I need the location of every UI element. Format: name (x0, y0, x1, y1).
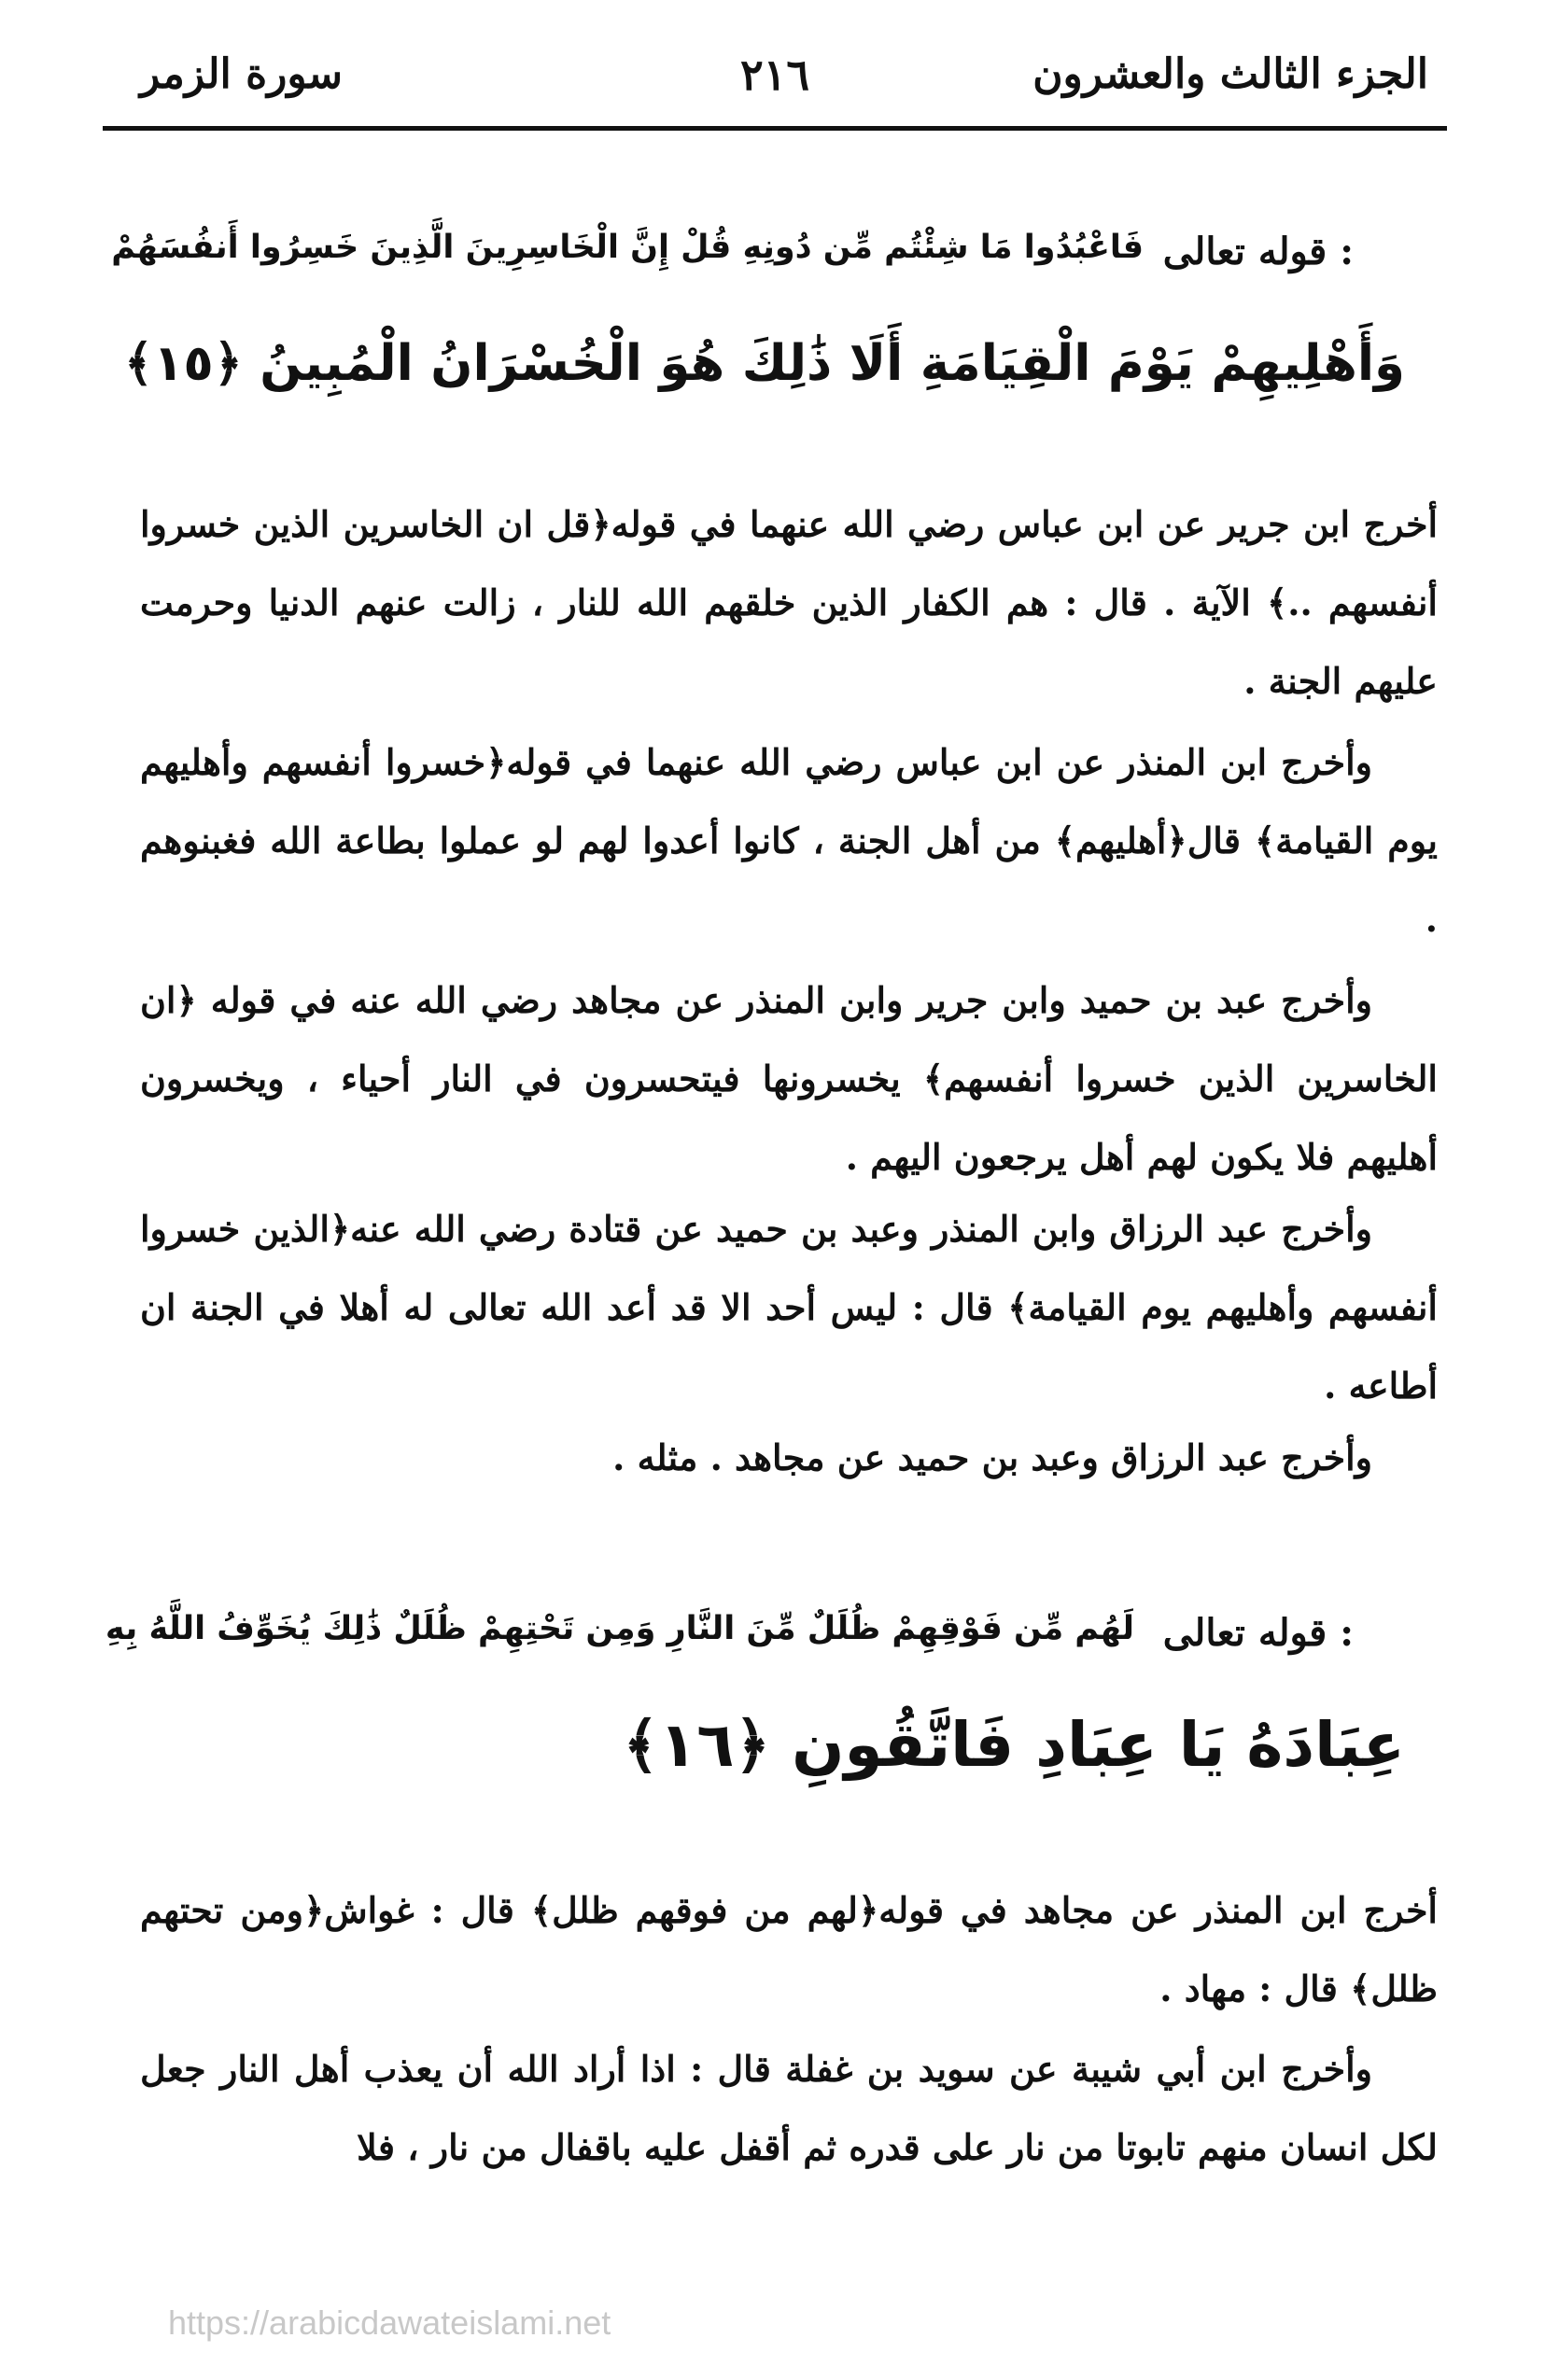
commentary-paragraph: وأخرج عبد بن حميد وابن جرير وابن المنذر عن مجاهد رضي الله عنه في قوله ﴿ان الخاسرين الذين خسروا أنفسهم﴾ يخسرونها فيتحسرون في النار أحياء ، ويخسرون أهليهم فلا يكون لهم أهل يرجعون اليهم . (140, 979, 1438, 1178)
commentary-paragraph: أخرج ابن المنذر عن مجاهد في قوله﴿لهم من فوقهم ظلل﴾ قال : غواش﴿ومن تحتهم ظلل﴾ قال : مهاد . (140, 1889, 1438, 2009)
commentary-paragraph: وأخرج عبد الرزاق وابن المنذر وعبد بن حميد عن قتادة رضي الله عنه﴿الذين خسروا أنفسهم وأهليهم يوم القيامة﴾ قال : ليس أحد الا قد أعد الله تعالى له أهلا في الجنة ان أطاعه . (140, 1208, 1438, 1407)
commentary-paragraph: أخرج ابن جرير عن ابن عباس رضي الله عنهما في قوله﴿قل ان الخاسرين الذين خسروا أنفسهم ..﴾ الآية . قال : هم الكفار الذين خلقهم الله للنار ، زالت عنهم الدنيا وحرمت عليهم الجنة . (140, 503, 1438, 702)
verse-line: لَهُم مِّن فَوْقِهِمْ ظُلَلٌ مِّنَ النَّارِ وَمِن تَحْتِهِمْ ظُلَلٌ ذَٰلِكَ يُخَوِّفُ اللَّهُ بِهِ (105, 1610, 1134, 1647)
part-title: الجزء الثالث والعشرون (1032, 50, 1428, 98)
page-header (103, 37, 1447, 131)
verse-line: وَأَهْلِيهِمْ يَوْمَ الْقِيَامَةِ أَلَا ذَٰلِكَ هُوَ الْخُسْرَانُ الْمُبِينُ ﴿١٥﴾ (124, 335, 1405, 392)
commentary-paragraph: وأخرج ابن المنذر عن ابن عباس رضي الله عنهما في قوله﴿خسروا أنفسهم وأهليهم يوم القيامة﴾ قال﴿أهليهم﴾ من أهل الجنة ، كانوا أعدوا لهم لو عملوا بطاعة الله فغبنوهم . (140, 741, 1438, 940)
verse-intro: قوله تعالى : (1162, 230, 1354, 273)
verse-line: فَاعْبُدُوا مَا شِئْتُم مِّن دُونِهِ قُلْ إِنَّ الْخَاسِرِينَ الَّذِينَ خَسِرُوا أَنفُسَهُمْ (111, 229, 1144, 266)
commentary-paragraph: وأخرج ابن أبي شيبة عن سويد بن غفلة قال : اذا أراد الله أن يعذب أهل النار جعل لكل انسان منهم تابوتا من نار على قدره ثم أقفل عليه باقفال من نار ، فلا (140, 2048, 1438, 2168)
surah-title: سورة الزمر (140, 50, 343, 98)
watermark-url: https://arabicdawateislami.net (168, 2303, 611, 2342)
verse-line: عِبَادَهُ يَا عِبَادِ فَاتَّقُونِ ﴿١٦﴾ (623, 1709, 1405, 1781)
commentary-paragraph: وأخرج عبد الرزاق وعبد بن حميد عن مجاهد . مثله . (612, 1436, 1372, 1478)
page-number: ٢١٦ (739, 49, 810, 100)
verse-intro: قوله تعالى : (1162, 1611, 1354, 1655)
